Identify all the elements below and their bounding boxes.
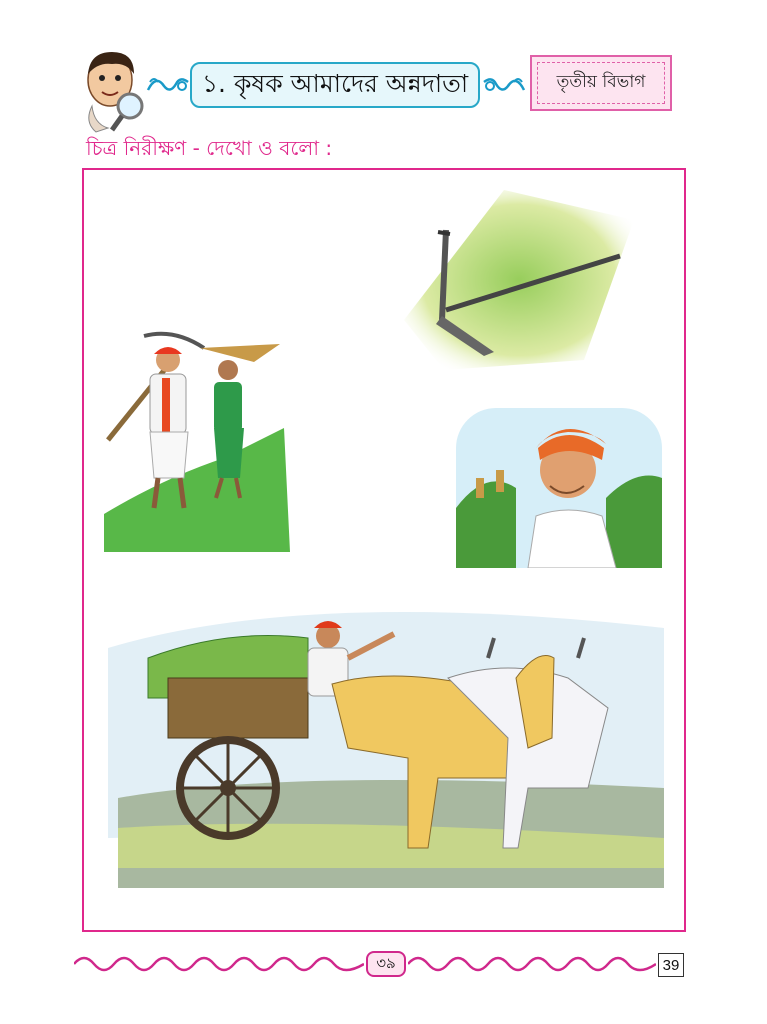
chapter-title-box (190, 62, 480, 108)
farmer-portrait-illustration (456, 408, 662, 568)
plough-illustration (384, 180, 664, 380)
footer-ornament-left (74, 950, 364, 978)
activity-heading: চিত্র নিরীক্ষণ - দেখো ও বলো : (86, 136, 333, 160)
left-swirl-ornament (146, 72, 190, 98)
section-label: তৃতীয় বিভাগ (556, 72, 646, 92)
bullock-cart-illustration (108, 588, 664, 888)
page-number: 39 (658, 953, 684, 977)
section-label-box (530, 55, 672, 111)
bengali-page-number: ৩৯ (366, 951, 406, 977)
boy-with-magnifier-icon (72, 44, 152, 134)
right-swirl-ornament (482, 72, 526, 98)
chapter-title: ১. কৃষক আমাদের অন্নদাতা (201, 68, 469, 98)
footer-ornament-right (408, 950, 656, 978)
farmer-couple-illustration (104, 328, 290, 552)
